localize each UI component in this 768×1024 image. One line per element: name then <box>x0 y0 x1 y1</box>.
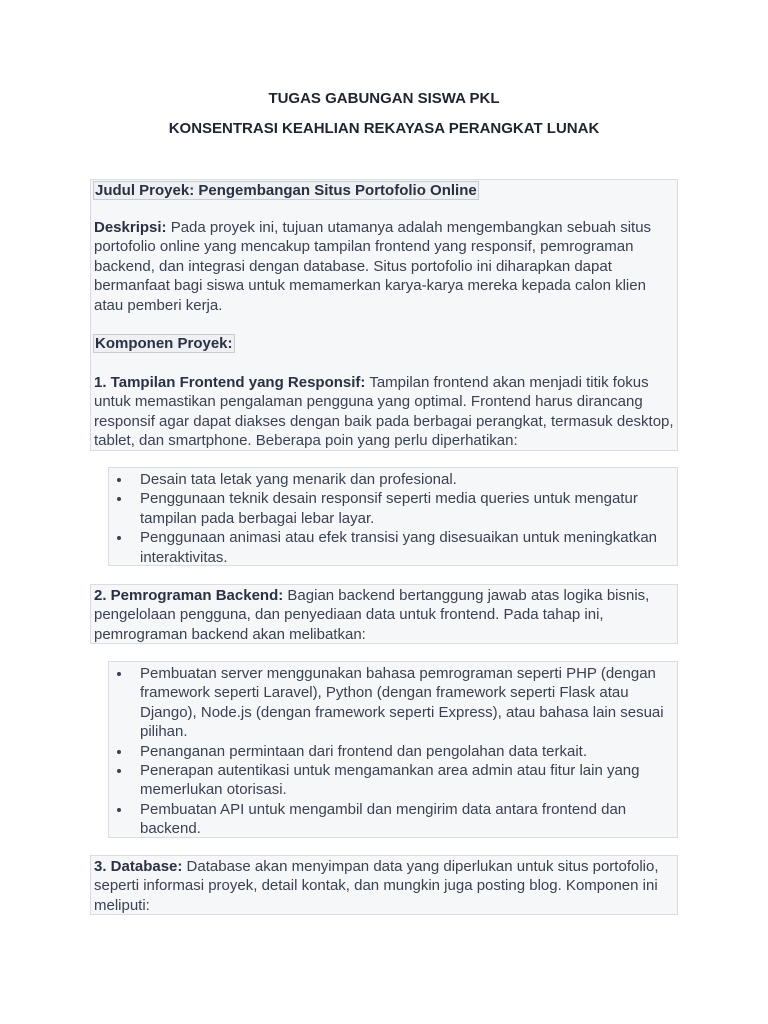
list-item: Pembuatan API untuk mengambil dan mengirim data antara frontend dan backend. <box>109 800 679 839</box>
project-overview-block <box>90 179 678 451</box>
database-text: Database akan menyimpan data yang diperlukan untuk situs portofolio, seperti informasi proyek, detail kontak, dan mungkin juga posting blog. Komponen ini meliputi: <box>94 858 659 914</box>
description-text: Pada proyek ini, tujuan utamanya adalah mengembangkan sebuah situs portofolio online yang mencakup tampilan frontend yang responsif, pemrograman backend, dan integrasi dengan database. Situs portofolio ini diharapkan dapat bermanfaat bagi siswa untuk memamerkan karya-karya mereka kepada calon klien atau pemberi kerja. <box>94 219 652 314</box>
list-item: Desain tata letak yang menarik dan profesional. <box>109 470 679 489</box>
database-block <box>90 855 678 915</box>
document-title: TUGAS GABUNGAN SISWA PKL <box>268 90 500 107</box>
project-title-paragraph <box>93 181 479 200</box>
project-title: Judul Proyek: Pengembangan Situs Portofolio Online <box>95 182 477 199</box>
description-paragraph <box>94 218 674 315</box>
backend-text: Bagian backend bertanggung jawab atas logika bisnis, pengelolaan pengguna, dan penyediaan data untuk frontend. Pada tahap ini, pemrograman backend akan melibatkan: <box>94 587 650 643</box>
backend-block <box>90 584 678 644</box>
backend-list <box>109 664 679 839</box>
frontend-text: Tampilan frontend akan menjadi titik fokus untuk memastikan pengalaman pengguna yang optimal. Frontend harus dirancang responsif agar dapat diakses dengan baik pada berbagai perangkat, termasuk desktop, tablet, dan smartphone. Beberapa poin yang perlu diperhatikan: <box>94 374 674 450</box>
list-item: Penggunaan teknik desain responsif seperti media queries untuk mengatur tampilan pada berbagai lebar layar. <box>109 489 679 528</box>
list-item: Pembuatan server menggunakan bahasa pemrograman seperti PHP (dengan framework seperti Laravel), Python (dengan framework seperti Flask atau Django), Node.js (dengan framework seperti Express), atau bahasa lain sesuai pilihan. <box>109 664 679 742</box>
frontend-paragraph <box>94 373 674 451</box>
frontend-heading: 1. Tampilan Frontend yang Responsif: <box>94 374 366 391</box>
components-label: Komponen Proyek: <box>95 335 233 352</box>
frontend-list <box>109 470 679 567</box>
backend-heading: 2. Pemrograman Backend: <box>94 587 284 604</box>
database-heading: 3. Database: <box>94 858 183 875</box>
document-subtitle: KONSENTRASI KEAHLIAN REKAYASA PERANGKAT LUNAK <box>168 120 600 137</box>
backend-list-block <box>108 661 678 838</box>
list-item: Penggunaan animasi atau efek transisi yang disesuaikan untuk meningkatkan interaktivitas. <box>109 528 679 567</box>
backend-paragraph <box>94 586 676 644</box>
frontend-list-block <box>108 467 678 566</box>
description-label: Deskripsi: <box>94 219 167 236</box>
components-paragraph <box>93 334 235 353</box>
list-item: Penerapan autentikasi untuk mengamankan area admin atau fitur lain yang memerlukan otorisasi. <box>109 761 679 800</box>
database-paragraph <box>94 857 676 915</box>
list-item: Penanganan permintaan dari frontend dan pengolahan data terkait. <box>109 742 679 761</box>
